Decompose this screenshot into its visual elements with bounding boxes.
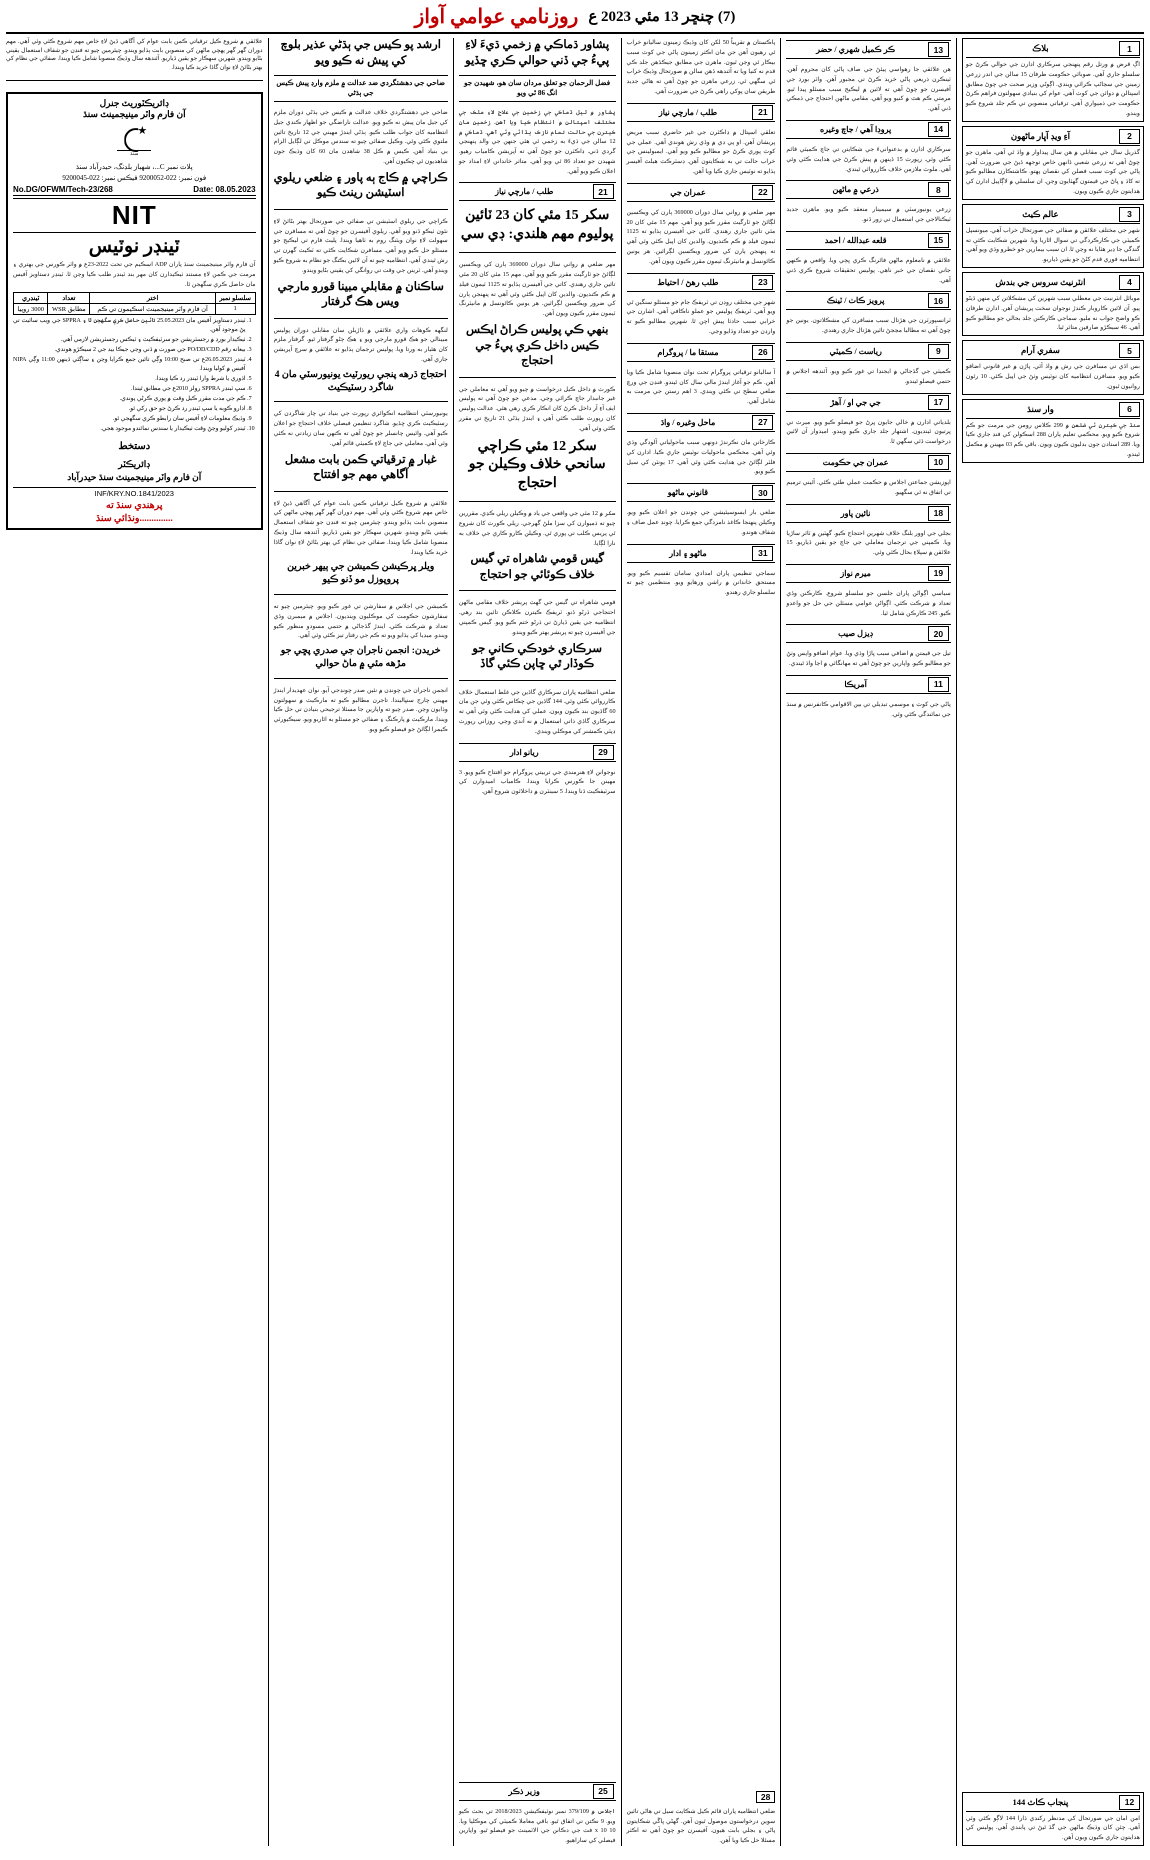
col4-headline-6[interactable]: سرڪاري خودڪي ڪاني جو ڪوڏار ٿي ڇاپن ڪئي گاڏ [472, 642, 603, 671]
tender-table-row [14, 303, 256, 314]
col5-headline-3[interactable]: ساڪنان ۾ مقابلي مبينا قورو مارجي ويس هڪ گرفتار [277, 280, 444, 309]
index-item-5[interactable] [962, 340, 1144, 394]
col4-rule-3 [459, 501, 616, 502]
col5-subhead-1: ضاحي جي دهشتگردي ضد عدالت ۾ ملزم وارڊ پيش ڪيس جي ٻڌڻي [274, 75, 448, 102]
col3-box31-number: 31 [752, 546, 773, 561]
col4-box29-text: نوجوانن لاءِ هنرمندي جي تربيتي پروگرام جو افتتاح ڪيو ويو. 3 مهينن جا ڪورس ڪرايا ويندا. ڪامياب اميدوارن کي سرٽيفڪيٽ ڏنا ويندا. 5 سينٽرن ۾ داخلائون شروع آهن. [458, 768, 616, 796]
index-item-2-text: گذريل سال جي مقابلي ۾ هن سال پيداوار ۾ واڌ ٿي آهي. ماهرن جو چوڻ آهي ته زرعي شعبي ڏانهن خاص توجهه ڏيڻ جي ضرورت آهي. پاڻي جي کوٽ سبب فصلن کي نقصان پهتو. ڪاشتڪارن مطالبو ڪيو ته کاڌ ۽ ڀاڻ جي قيمتون گهٽايون وڃن. ان سلسلي ۾ لاڳاپيل ادارن کي هدايتون جاري ڪيون ويون. [965, 148, 1140, 195]
index-item-4-number: 4 [1119, 275, 1140, 290]
index-item-3-header [966, 207, 1140, 224]
section-item-19-number: 19 [928, 566, 949, 581]
col4-headline-3[interactable]: بنهي ڪي پوليس ڪراڻ ايڪس ڪيس داخل ڪري پيءُ جي احتجاج [465, 324, 609, 368]
tender-condition: 1. ٽينڊر دستاويز آفيس مان 25.05.2023 تائين حاصل ڪري سگهجن ٿا ۽ SPPRA جي ويب سائيٽ تي پڻ موجود آهن. [13, 317, 246, 335]
tender-table [13, 292, 256, 315]
index-column [962, 38, 1144, 1846]
col4-text-4: سکر ۾ 12 مئي جي واقعي جي ياد ۾ وڪيلن ريلي ڪڍي. مقررين چيو ته ذميوارن کي سزا ملڻ گهرجي. ريلي ڪورٽ کان شروع ٿي پريس ڪلب تي پوري ٿي. وڪيلن ڪارو ڪاري جي خلاف به نارا لڳايا. [458, 510, 616, 547]
section-item-13-number: 13 [928, 42, 949, 57]
section-item-11-number: 11 [928, 677, 949, 692]
section-item-11-header[interactable] [786, 675, 951, 694]
tender-condition: 3. بيعانه رقم PO/DD/CDD جي صورت ۾ ڏني وڃي جيڪا بيد جي 2 سيڪڙو هوندي. [13, 346, 246, 355]
index-item-6[interactable] [962, 399, 1144, 463]
section-item-13-label: ڪر ڪميل شهري / حضر [816, 45, 896, 54]
col3-box22-header[interactable] [627, 183, 776, 202]
col5-text-4: يونيورسٽي انتظاميه انڪوائري رپورٽ جي بنياد تي چار شاگردن کي رسٽيڪيٽ ڪري ڇڏيو. شاگرد تنظيمن فيصلي خلاف احتجاج جو اعلان ڪيو آهي. وائيس چانسلر جو چوڻ آهي ته ڪنهن سان زيادتي نه ڪئي وئي آهي. معاملي جي جاچ لاءِ ڪميٽي قائم آهي. [273, 410, 448, 447]
section-item-8-header[interactable] [786, 180, 951, 199]
section-item-20-label: ڊيزل صيب [838, 629, 874, 639]
col5-headline-4[interactable]: احتجاج ڌرهه پنجي ريورٽيٽ يونيورسٽي مان 4 شاگرد رسٽيڪيٽ [274, 369, 447, 393]
tender-col-qty: تعداد [48, 292, 90, 303]
section-item-10-number: 10 [928, 455, 949, 470]
index-item-4-label: انٽرنيٽ سروس جي بندش [995, 276, 1086, 287]
col4-rule-4 [459, 590, 616, 591]
section-item-9-header[interactable] [786, 342, 951, 361]
col3-box22-label: عمران جي [670, 187, 706, 197]
tender-col-serial: سلسلو نمبر [215, 292, 255, 303]
col3-box27-number: 27 [752, 415, 773, 430]
tender-redline-2: ..............ونڌائي سنڌ [95, 513, 173, 524]
section-item-15-number: 15 [928, 233, 949, 248]
star-icon: ★ [137, 125, 148, 138]
col4-text-6: ضلعي انتظاميه پاران سرڪاري گاڏين جي غلط استعمال خلاف ڪارروائي ڪئي وئي. 144 گاڏين جي چڪاس ڪئي وئي جن مان 60 گاڏيون بند ڪيون ويون. عملي کي هدايت ڪئي وئي آهي ته سرڪاري گاڏي ذاتي استعمال ۾ نه آندي وڃي. روزاني رپورٽ ڊپٽي ڪمشنر کي موڪلي ويندي. [458, 688, 616, 735]
column-six [6, 38, 269, 1846]
section-item-9-number: 9 [928, 344, 949, 359]
col5-rule-5 [274, 594, 448, 595]
column-five [274, 38, 454, 1846]
index-item-3-text: شهر جي مختلف علائقن ۾ صفائي جي صورتحال خراب آهي. ميونسپل ڪميٽي جي ڪارڪردگي تي سوال اٿاريا ويا. شهرين شڪايت ڪئي ته گندگي جا ڍير هٽايا نه وڃن ٿا. ان سبب بيمارين جو خطرو وڌي ويو آهي. انتظاميه فوري قدم کڻڻ جو يقين ڏياريو. [965, 226, 1140, 264]
col4-text-3: ڪورٽ ۾ داخل ڪيل درخواست ۾ چيو ويو آهي ته معاملي جي غير جانبدار جاچ ڪرائي وڃي. مدعي جو چوڻ آهي ته پوليس ايف آءِ آر داخل ڪرڻ کان انڪار ڪري رهي هئي. عدالت پوليس کان رپورٽ طلب ڪئي آهي ۽ ايندڙ ٻڌڻي 21 تاريخ تي مقرر ڪئي وئي آهي. [458, 385, 616, 432]
col3-box23-text: شهر جي مختلف روڊن تي ٽريفڪ جام جو مسئلو سنگين ٿي ويو آهي. ٽريفڪ پوليس جو عملو ناڪافي آهي. اشارن جي خرابي سبب حادثا پيش اچن ٿا. شهرين مطالبو ڪيو ته وارڊن جو تعداد وڌايو وڃي. [626, 298, 776, 335]
col3-box30-number: 30 [752, 485, 773, 500]
section-column-spacer [786, 724, 951, 1847]
index-item-12-number: 12 [1119, 1795, 1140, 1810]
section-item-11-label: آمريڪا [844, 679, 867, 689]
section-item-10-label: عمران جي حڪومت [822, 457, 889, 467]
col4-box25-number: 25 [593, 1784, 614, 1799]
col3-box21-header[interactable] [627, 103, 776, 122]
column-four [459, 38, 622, 1846]
col5-text-2: ڪراچي جي ريلوي اسٽيشن تي صفائي جي صورتحال بهتر بڻائڻ لاءِ نئون ٺيڪو ڏنو ويو آهي. ريلوي آفيسرن جو چوڻ آهي ته مسافرن جي سهولت لاءِ نوان ويٽنگ روم به ٺاهيا ويندا. پليٽ فارم تي ليڪيج جو مسئلو حل ڪيو ويو آهي. مسافرن شڪايت ڪئي ته ٽڪيٽ گهرن تي رش ٿيندي آهي. انتظاميه چيو ته آن لائين بڪنگ جو نظام به شروع ڪيو ويندو آهي. ٽرينن جي وقت تي روانگي کي يقيني بڻايو ويندو. [273, 217, 448, 274]
masthead-dateline: (7) چنڇر 13 مئي 2023 ع [588, 9, 736, 25]
tender-signature-office: ڊائريڪٽر آن فارم واٽر مينيجمينٽ سنڌ حيدرآباد [67, 458, 202, 483]
section-item-19-text: سياسي اڳواڻن پاران جلسن جو سلسلو شروع. ڪارڪنن وڏي تعداد ۾ شرڪت ڪئي. اڳواڻن عوامي مسئلن جي حل جو واعدو ڪيو. 245 ڪارڪن شامل ٿيا. [786, 589, 951, 617]
tender-address: پلاٽ نمبر C...، شهباز بلڊنگ، حيدرآباد سنڌ [75, 163, 193, 172]
col4-headline-1[interactable]: پشاور ڌماڪي ۾ زخمي ڌيءَ لاءِ پيءُ جي ڏني حوالي ڪري ڇڏيو [465, 39, 610, 67]
section-item-13-text: هن علائقي جا رهواسي پيئڻ جي صاف پاڻي کان محروم آهن. ٽينڪرن ذريعي پاڻي خريد ڪرڻ تي مجبور آهن. واٽر بورڊ جي آفيسرن جو چوڻ آهي ته لائين ۾ ليڪيج سبب مسئلو پيدا ٿيو. مرمتي ڪم هٿ ۾ کنيو ويو آهي. مقامي ماڻهن احتجاج جي ڌمڪي ڏني آهي. [786, 66, 951, 113]
section-item-8-number: 8 [928, 182, 949, 197]
tender-redline-1: پرهندي سنڌ ته [106, 500, 163, 511]
index-item-1-text: اڳ قرض ۾ ورتل رقم پنهنجي سرڪاري ادارن جي حوالي ڪرڻ جو سلسلو جاري آهي. صوبائي حڪومت طرفان 15 سالن جي اندر زرعي زمينن جي سڃاڻپ ڪرائي ويندي. اڳوڻي وزير صحت جي چوڻ مطابق اسپتالن ۾ دوائن جي کوٽ آهي. عوام کي بنيادي سهولتون فراهم ڪرڻ حڪومت جي ذميواري آهي. ترقياتي منصوبن تي ڪم جلد شروع ڪيو ويندو. [965, 61, 1140, 117]
index-item-5-label: سفري آرام [1020, 345, 1060, 356]
col4-text-1: پشاور ۾ ٿيل ڌماڪي جي زخمين جي علاج لاءِ ملڪ جي مختلف اسپتالن ۾ انتظام ڪيا ويا آهن. زخمين مان ڪيترن جي حالت تمام نازڪ ٻڌائي وئي آهي. ڌماڪي ۾ 12 سالن جي ڌيءَ به زخمي ٿي هئي جنهن جي والد پنهنجي گردي ڏني. ڊاڪٽرن جو چوڻ آهي ته آپريشن ڪامياب رهيو. شهيدن جو تعداد 86 ٿي ويو آهي. متاثر خاندانن لاءِ امداد جو اعلان ڪيو ويو آهي. [458, 108, 616, 175]
tender-contact: فون نمبر: 022-9200052 فيڪس نمبر: 022-9200045 [62, 174, 207, 183]
col4-spacer [459, 801, 616, 1776]
col3-box23-number: 23 [752, 275, 773, 290]
index-item-5-text: بس اڏي تي مسافرن جي رش ۾ واڌ آئي. ڀاڙن ۾ غير قانوني اضافو ڪيو ويو. مسافرن انتظاميه کان نوٽيس وٺڻ جي اپيل ڪئي. 10 رٿون روانيون ٿيون. [965, 363, 1140, 390]
col4-box29-number: 29 [593, 745, 614, 760]
col4-box25-label: وزير ذڪر [508, 1786, 540, 1796]
tender-inf-ref: INF/KRY.NO.1841/2023 [13, 487, 256, 498]
section-item-13-header[interactable] [786, 40, 951, 59]
col4-headline-4[interactable]: سکر 12 مئي ڪراچي سانحي خلاف وڪيلن جو احتجاج [468, 438, 606, 492]
col4-rule-2 [459, 377, 616, 378]
col5-headline-7[interactable]: خريدن: انجمن ناجران جي صدري پڇي جو مڙهه مئي ۾ ماڻ حوالي [280, 646, 441, 669]
tender-reference-row [13, 185, 256, 196]
tender-condition: 8. ادارو ڪوبه يا سڀ ٽينڊر رد ڪرڻ جو حق رکي ٿو. [13, 405, 246, 414]
col4-text-2: مهر ضلعي ۾ رواني سال دوران 369000 ٻارن کي ويڪسين لڳائڻ جو ٽارگيٽ مقرر ڪيو ويو آهي. مهم 15 مئي کان 20 مئي تائين جاري رهندي. کاتي جي آفيسرن ٻڌايو ته 1125 ٽيمون فيلڊ ۾ ڪم ڪنديون. والدين کان اپيل ڪئي وئي آهي ته پنهنجن ٻارن کي ضرور ويڪسين لڳرائين. هر يونين ڪائونسل ۾ مانيٽرنگ ٽيمون مقرر ڪيون ويون آهن. [458, 261, 616, 318]
tender-intro-text: آن فارم واٽر مينيجمينٽ سنڌ پاران ADP اسڪيم جي تحت 2022-23ع ۾ واٽر ڪورس جي بهتري ۽ مرمت جي ڪمن لاءِ مستند ٺيڪيدارن کان مهر بند ٽينڊر طلب ڪيا وڃن ٿا. ٽينڊر دستاويز آفيس مان حاصل ڪري سگهجن ٿا. [13, 261, 256, 288]
tender-condition: 6. سڀ ٽينڊر SPPRA رولز 2010ع جي مطابق ٿيندا. [13, 385, 246, 394]
col3-box27-label: ماحل وغيره / واڌ [660, 417, 716, 427]
crest-caption: سنڌ [117, 150, 151, 160]
tender-date: Date: 08.05.2023 [193, 185, 256, 195]
col6-rule-1 [6, 80, 263, 81]
index-item-3-number: 3 [1119, 207, 1140, 222]
index-item-12[interactable] [962, 1792, 1144, 1846]
section-column [786, 38, 957, 1846]
section-item-16-header[interactable] [786, 291, 951, 310]
index-item-2-number: 2 [1119, 129, 1140, 144]
col3-lead-text: پاڪستان ۾ تقريباً 50 لکن کان وڌيڪ زمينون ساليانو خراب ٿي رهيون آهن جن مان اڪثر زمينون پاڻي جي کوٽ سبب بيڪار ٿي وڃن ٿيون. ماهرن جي مطابق جيڪڏهن جلد ڪي قدم نه کنيا ويا ته آئندهه ڏهن سالن ۾ صورتحال وڌيڪ خراب ٿي سگهي ٿي. زرعي ماهرن جو چوڻ آهي ته هاڻي جديد طريقن سان پوکي راهي ڪرڻ جي ضرورت آهي. [626, 39, 776, 95]
index-item-6-header [966, 402, 1140, 419]
col5-text-6: ڪميشن جي اجلاس ۾ سفارشن تي غور ڪيو ويو. چيئرمين چيو ته سفارشون حڪومت کي موڪليون وينديون. اجلاس ۾ ميمبرن وڏي تعداد ۾ شرڪت ڪئي. ايندڙ گڏجاڻي ۾ حتمي مسودو منظور ڪيو ويندو. ميڊيا کي ٻڌايو ويو ته ڪم جي رفتار تيز ڪئي وئي آهي. [273, 602, 448, 640]
col3-box31-text: سماجي تنظيمن پاران امدادي سامان تقسيم ڪيو ويو. مستحق خاندانن ۾ راشن ورهايو ويو. منتظمين چيو ته سلسلو جاري رهندو. [626, 569, 776, 597]
section-item-8-label: ذرعي ۾ ماڻهن [832, 185, 879, 195]
col3-box27-header[interactable] [627, 413, 776, 432]
section-item-14-text: سرڪاري ادارن ۾ بدعنوانيءَ جي شڪايتن تي جاچ ڪميٽي قائم ڪئي وئي. رپورٽ 15 ڏينهن ۾ پيش ڪرڻ جي هدايت ڪئي وئي آهي. ملوث ملازمن خلاف ڪارروائي ٿيندي. [786, 145, 951, 173]
tender-condition: 7. ڪم جي مدت مقرر ڪيل وقت ۾ پوري ڪرڻي پوندي. [13, 395, 246, 404]
index-item-3[interactable] [962, 204, 1144, 268]
section-item-19-label: ميرم نواز [840, 568, 871, 578]
col4-box25-text: اجلاس ۾ 379/109 نمبر نوٽيفڪيشن 2018/2023 تي بحث ڪيو ويو. 9 نڪتن تي اتفاق ٿيو. باقي معاملا ڪميٽي کي موڪليا ويا. 10 x 10 فٽ جي دڪانن جي الاٽمينٽ جو فيصلو ٿيو. واپارين فيصلي کي ساراهيو. [458, 1807, 616, 1845]
col3-spacer [627, 602, 776, 1787]
tender-signature-title: دستخط [118, 440, 151, 452]
section-item-19-header[interactable] [786, 564, 951, 583]
index-item-12-header [966, 1795, 1140, 1812]
index-item-6-label: وار سنڌ [1027, 403, 1054, 414]
section-item-16-label: پرويز ڪاٺ / ٽينڪ [826, 296, 885, 306]
index-item-12-text: امن امان جي صورتحال کي مدنظر رکندي ڌارا 144 لاڳو ڪئي وئي آهي. چئن کان وڌيڪ ماڻهن جي گڏ ٿيڻ تي پابندي آهي. پوليس کي هدايتون جاري ڪيون ويون آهن. [965, 1814, 1140, 1842]
section-item-10-header[interactable] [786, 453, 951, 472]
col3-box30-label: قانوني ماڻهو [667, 488, 709, 498]
section-item-20-text: تيل جي قيمتن ۾ اضافي سبب ڀاڙا وڌي ويا. عوام اضافو واپس وٺڻ جو مطالبو ڪيو. واپارين جو چوڻ آهي ته مهانگائي ۾ اڃا واڌ ٿيندي. [786, 650, 951, 668]
tender-nit-en: NIT [13, 198, 256, 233]
col5-text-1: ضاحي جي دهشتگردي خلاف عدالت ۾ ڪيس جي ٻڌڻي دوران ملزم کي جيل مان پيش نه ڪيو ويو. عدالت ناراضگي جو اظهار ڪندي جيل انتظاميه کان جواب طلب ڪيو. ٻڌڻي ايندڙ مهيني جي 12 تاريخ تائين ملتوي ڪئي وئي. وڪيل صفائي چيو ته سندس موڪل تي لڳايل الزام بي بنياد آهن. ڪيس ۾ ڪل 38 شاهدن مان 60 کان وڌيڪ جون شاهديون ٿي چڪيون آهن. [273, 108, 448, 165]
col5-headline-2[interactable]: ڪراچي ۾ ڪاج ٻه پاور ۽ ضلعي ريلوي اسٽيشن رينٽ ڪيو [273, 171, 448, 200]
section-item-15-label: قلعه عبدالله / احمد [824, 235, 887, 245]
col5-rule-2 [274, 318, 448, 319]
masthead-title: روزنامي عوامي آواز [414, 6, 579, 28]
index-item-1-header [966, 41, 1140, 58]
col3-box30-header[interactable] [627, 483, 776, 502]
col5-text-5: علائقي ۾ شروع ڪيل ترقياتي ڪمن بابت عوام کي آگاهي ڏيڻ لاءِ خاص مهم شروع ڪئي وئي آهي. مهم دوران گهر گهر پهچي ماڻهن کي منصوبن بابت ٻڌايو ويندو. چيئرمين چيو ته فنڊن جو شفاف استعمال يقيني بڻايو ويندو. شهرين سهڪار جو يقين ڏياريو. آئندهه سال وڌيڪ منصوبا شامل ڪيا ويندا. صفائي جي نظام کي بهتر بڻائڻ لاءِ نوان گاڏا خريد ڪيا ويندا. [273, 499, 448, 556]
government-crest-icon [117, 124, 151, 160]
col5-text-3: لنگهه ڪوهاٽ واري علائقي ۾ ڌاڙيلن سان مقابلي دوران پوليس مبينالي جو هڪ قورو مارجي ويو ۽ هڪ ڄڻو گرفتار ٿيو. گرفتار ملزم کان هٿيار به ورتا ويا. پوليس ترجمان ٻڌايو ته علائقي ۾ سرچ آپريشن جاري آهي. [273, 326, 448, 363]
col3-box30-text: ضلعي بار ايسوسيئيشن جي چونڊن جو اعلان ڪيو ويو. وڪيلن پنهنجا ڪاغذ نامزدگي جمع ڪرايا. چونڊ عمل صاف ۽ شفاف هوندو. [626, 509, 776, 536]
tender-condition: 2. ٺيڪيدار بورڊ ۾ رجسٽريشن جو سرٽيفڪيٽ ۽ ٽيڪس رجسٽريشن لازمي آهي. [13, 336, 246, 345]
index-item-1-number: 1 [1119, 41, 1140, 56]
tender-col-work: اختر [90, 292, 215, 303]
col4-box29-header[interactable] [459, 743, 616, 762]
section-item-14-header[interactable] [786, 120, 951, 139]
index-item-2[interactable] [962, 126, 1144, 200]
col4-headline-2[interactable]: سکر 15 مئي کان 23 ٽائين پوليوم مهم هلندي: ڊي سي [460, 208, 614, 243]
col4-headline-5[interactable]: گيس قومي شاهراه تي گيس خلاف ڪوئائي جو احتجاج [470, 553, 604, 581]
section-item-10-text: اپوزيشن جماعتن اجلاس ۾ حڪمت عملي طئي ڪئي. آئيني ترميم تي اتفاق نه ٿي سگهيو. [786, 478, 951, 496]
tender-condition: 4. ٽينڊر 26.05.2023ع تي صبح 10:00 وڳي تائين جمع ڪرايا وڃن ۽ ساڳئي ڏينهن 11:00 وڳي NIPA آفيس ۾ کوليا ويندا. [13, 356, 246, 374]
section-item-16-number: 16 [928, 293, 949, 308]
col3-box21-number: 21 [752, 105, 773, 120]
col5-rule-3 [274, 401, 448, 402]
tender-conditions-list [13, 317, 256, 435]
tender-cell-work: آن فارم واٽر مينيجمينٽ اسڪيمون تي ڪم [90, 303, 215, 314]
col6-filler-text: علائقي ۾ شروع ڪيل ترقياتي ڪمن بابت عوام کي آگاهي ڏيڻ لاءِ خاص مهم شروع ڪئي وئي آهي. مهم دوران گهر گهر پهچي ماڻهن کي منصوبن بابت ٻڌايو ويندو. چيئرمين چيو ته فنڊن جو شفاف استعمال يقيني بڻايو ويندو. شهرين سهڪار جو يقين ڏياريو. آئندهه سال وڌيڪ منصوبا شامل ڪيا ويندا. صفائي جي نظام کي بهتر بڻائڻ لاءِ نوان گاڏا خريد ڪيا ويندا. [6, 39, 263, 72]
index-item-6-number: 6 [1119, 402, 1140, 417]
section-item-17-text: بلدياتي ادارن ۾ خالي جايون ڀرڻ جو فيصلو ڪيو ويو. ميرٽ تي ڀرتيون ٿينديون. اشتهار جلد جاري ڪيو ويندو. اميدوار آن لائين درخواست ڏئي سگهن ٿا. [786, 418, 951, 446]
col3-box23-header[interactable] [627, 273, 776, 292]
tender-org-name: ڊائريڪٽوريٽ جنرل آن فارم واٽر مينيجمينٽ سنڌ [82, 97, 186, 120]
col5-headline-1[interactable]: ارشد پو ڪيس جي ٻڌڻي عذير بلوچ کي پيش نه ڪيو ويو [280, 39, 441, 67]
col4-box29-label: ريانو ادار [509, 747, 539, 757]
tender-nit-ur: ٽينڊر نوٽيس [88, 236, 180, 258]
tender-cell-fee: 3000 روپيا [14, 303, 48, 314]
section-item-20-header[interactable] [786, 624, 951, 643]
tender-number: No.DG/OFWM/Tech-23/268 [13, 185, 113, 195]
index-item-12-label: پنجاب ڪاٽ 144 [1012, 1796, 1069, 1807]
section-item-15-header[interactable] [786, 231, 951, 250]
col3-box21-label: طلب / مارچي نياز [658, 107, 718, 117]
index-item-2-label: آءِ ويڊ آڀار ماڻهون [1010, 130, 1071, 141]
col5-headline-5[interactable]: غبار ۾ ترقياتي ڪمن بابت مشعل آگاهي مهم جو افتتاح [284, 453, 437, 482]
index-item-5-header [966, 343, 1140, 360]
section-item-15-text: علائقي ۾ نامعلوم ماڻهن فائرنگ ڪري ڀڄي ويا. واقعي ۾ ڪنهن جاني نقصان جي خبر ناهي. پوليس تحقيقات شروع ڪري ڏني آهي. [786, 256, 951, 284]
col5-rule-4 [274, 491, 448, 492]
index-item-3-label: عالم ڪيٽ [1022, 208, 1059, 219]
section-item-9-label: رياست / ڪميٽي [829, 346, 882, 356]
tender-condition: 9. وڌيڪ معلومات لاءِ آفيس سان رابطو ڪري سگهجي ٿو. [13, 415, 246, 424]
index-item-4-text: موبائل انٽرنيٽ جي معطلي سبب شهرين کي مشڪلاتن کي منهن ڏيڻو پيو. آن لائين ڪاروبار ڪندڙ نوجوان سخت پريشان آهن. ادارن طرفان ڪو واضح جواب نه مليو. سماجي ڪارڪنن جلد بحالي جو مطالبو ڪيو آهي. 46 سيڪڙو صارفين متاثر ٿيا. [965, 294, 1140, 332]
col5-spacer [274, 739, 448, 1846]
col5-rule-6 [274, 678, 448, 679]
section-item-14-label: پروڊا آهي / جاچ وغيره [820, 124, 892, 134]
col5-rule-1 [274, 209, 448, 210]
col3-box31-header[interactable] [627, 544, 776, 563]
col4-box21-label: طلب / مارچي نياز [495, 187, 554, 197]
col5-text-7: انجمن تاجران جي چونڊن ۾ نئين صدر چونڊجي آيو. نوان عهديدار ايندڙ مهيني چارج سنڀاليندا. تاجرن مطالبو ڪيو ته مارڪيٽ ۾ سهولتون وڌايون وڃن. صدر چيو ته واپارين جا مسئلا ترجيحي بنيادن تي حل ڪيا ويندا. مارڪيٽ ۾ پارڪنگ ۽ صفائي جو مسئلو به اٿاريو ويو. سيڪيورٽي ڪيمرا لڳائڻ جو فيصلو ڪيو ويو. [273, 686, 448, 733]
tender-condition: 10. ٽينڊر کوليو وڃڻ وقت ٺيڪيدار يا سندس نمائندو موجود هجي. [13, 425, 246, 434]
section-item-16-text: ٽرانسپورٽرن جي هڙتال سبب مسافرن کي مشڪلاتون. يونين جو چوڻ آهي ته مطالبا مڃجڻ تائين هڙتال جاري رهندي. [786, 317, 951, 335]
section-item-17-number: 17 [928, 395, 949, 410]
masthead [6, 4, 1144, 34]
section-item-14-number: 14 [928, 122, 949, 137]
col3-box31-label: ماڻهو ۽ ادار [669, 548, 707, 558]
col4-subhead-1: فضل الرحمان جو تعلق مردان سان هو، شهيدن جو انگ 86 ٿي ويو [459, 75, 616, 102]
col3-mehr-text: مهر ضلعي ۾ رواني سال دوران 369000 ٻارن کي ويڪسين لڳائڻ جو ٽارگيٽ مقرر ڪيو ويو آهي. مهم 15 مئي کان 20 مئي تائين جاري رهندي. کاتي جي آفيسرن ٻڌايو ته 1125 ٽيمون فيلڊ ۾ ڪم ڪنديون. والدين کان اپيل ڪئي وئي آهي ته پنهنجن ٻارن کي ضرور ويڪسين لڳرائين. هر يونين ڪائونسل ۾ مانيٽرنگ ٽيمون مقرر ڪيون ويون آهن. [626, 208, 776, 265]
tender-cell-serial: 1 [215, 303, 255, 314]
index-item-1-label: بلاڪ [1032, 43, 1049, 53]
col4-box21-ref[interactable] [459, 182, 616, 201]
section-item-17-label: جي جي او / آهڙ [830, 397, 881, 407]
section-item-17-header[interactable] [786, 393, 951, 412]
col3-box27-text: ڪارخانن مان نڪرندڙ دونهي سبب ماحولياتي آلودگي وڌي وئي آهي. محڪمي ماحوليات نوٽيس جاري ڪيا. ادارن کي فلٽر لڳائڻ جي هدايت ڪئي وئي آهي. 17 يونٽن کي سيل ڪيو ويو. [626, 438, 776, 476]
section-item-18-text: بجلي جي اوور بلنگ خلاف شهرين احتجاج ڪيو. گهٽين ۾ ٽائر ساڙيا ويا. ڪمپني جي ترجمان معاملي جي جاچ جو يقين ڏياريو. 15 علائقن ۾ سپلاءِ بحال ڪئي وئي. [786, 529, 951, 557]
page-grid [6, 38, 1144, 1846]
index-item-4[interactable] [962, 272, 1144, 336]
section-item-18-label: نائين پاور [840, 508, 871, 518]
tender-cell-qty: مطابق WSR [48, 303, 90, 314]
tender-col-fee: ٽينڊري [14, 292, 48, 303]
col3-box22-number: 22 [752, 185, 773, 200]
section-item-18-header[interactable] [786, 504, 951, 523]
tender-advertisement[interactable] [6, 92, 263, 530]
col3-box23-label: طلب رهڻ / احتياط [657, 277, 719, 287]
col3-box28-number: 28 [756, 1791, 775, 1803]
index-item-2-header [966, 129, 1140, 146]
col3-box26-label: مستقا ما / پروگرام [657, 347, 719, 357]
col3-box21-text: تعلقي اسپتال ۾ ڊاڪٽرن جي غير حاضري سبب مريض پريشان آهن. او پي ڊي ۾ وڏي رش هوندي آهي. عملي جي کوٽ پوري ڪرڻ جو مطالبو ڪيو ويو آهي. ايمبولينس جي خراب حالت تي به شڪايتون آهن. ڊسٽرڪٽ هيلٿ آفيسر ٻڌايو ته نوٽيس جاري ڪيا ويا آهن. [626, 128, 776, 175]
column-three [627, 38, 782, 1846]
col3-box26-number: 26 [752, 345, 773, 360]
col4-rule-1 [459, 252, 616, 253]
col5-headline-6[interactable]: ويلر ڀرڪيشن ڪميشن جي ٻيهر خبرين پروپوزل مو ڏنو ڪيو [287, 562, 435, 586]
section-item-9-text: ڪميٽي جي گڏجاڻي ۾ ايجنڊا تي غور ڪيو ويو. آئندهه اجلاس ۾ حتمي فيصلو ٿيندو. [786, 367, 951, 385]
col3-box26-header[interactable] [627, 343, 776, 362]
tender-table-header-row [14, 292, 256, 303]
index-column-spacer [962, 467, 1144, 1788]
index-item-5-number: 5 [1119, 343, 1140, 358]
section-item-20-number: 20 [928, 626, 949, 641]
col4-box21-number: 21 [593, 184, 614, 199]
index-item-6-text: سنڌ جي ڪيترن ئي ضلعن ۾ 299 ڪلاس رومن جي مرمت جو ڪم شروع ڪيو ويو. محڪمي تعليم پاران 288 اسڪولن کي فنڊ جاري ڪيا ويا. 289 استادن جون بدليون ڪيون ويون. باقي ڪم 03 مهينن ۾ مڪمل ٿيندو. [965, 421, 1140, 458]
col3-box26-text: آ ساليانو ترقياتي پروگرام تحت نوان منصوبا شامل ڪيا ويا آهن. ڪم جو آغاز ايندڙ مالي سال کان ٿيندو. فنڊن جي ورڇ ضلعي سطح تي ڪئي ويندي. 3 اهم رستن جي مرمت به شامل آهي. [626, 368, 776, 406]
col3-box28-text: ضلعي انتظاميه پاران قائم ڪيل شڪايت سيل تي هاڻي تائين سوين درخواستون موصول ٿيون آهن. گهڻي ڀاڱي شڪايتون پاڻي ۽ بجلي بابت هيون. آفيسرن جو چوڻ آهي ته اڪثر مسئلا حل ڪيا ويا آهن. [626, 1807, 776, 1845]
index-item-1[interactable] [962, 38, 1144, 122]
section-item-18-number: 18 [928, 506, 949, 521]
tender-condition: 5. اڌوري يا شرط وارا ٽينڊر رد ڪيا ويندا. [13, 375, 246, 384]
section-item-8-text: زرعي يونيورسٽي ۾ سيمينار منعقد ڪيو ويو. ماهرن جديد ٽيڪنالاجي جي استعمال تي زور ڏنو. [786, 206, 951, 224]
col4-text-5: قومي شاهراه تي گيس جي گهٽ پريشر خلاف مقامي ماڻهن احتجاجي ڌرڻو ڏنو. ٽريفڪ ڪيترن ڪلاڪن تائين بند رهي. انتظاميه جي يقين ڏيارڻ تي ڌرڻو ختم ڪيو ويو. گيس ڪمپني جي آفيسرن چيو ته پريشر بهتر ڪيو ويندو. [458, 599, 616, 636]
index-item-4-header [966, 275, 1140, 292]
section-item-11-text: پاڻي جي کوٽ ۽ موسمي تبديلي تي بين الاقوامي ڪانفرنس ۾ سنڌ جي نمائندگي ڪئي وئي. [786, 700, 951, 718]
col4-rule-5 [459, 680, 616, 681]
col4-box25-header[interactable] [459, 1782, 616, 1801]
